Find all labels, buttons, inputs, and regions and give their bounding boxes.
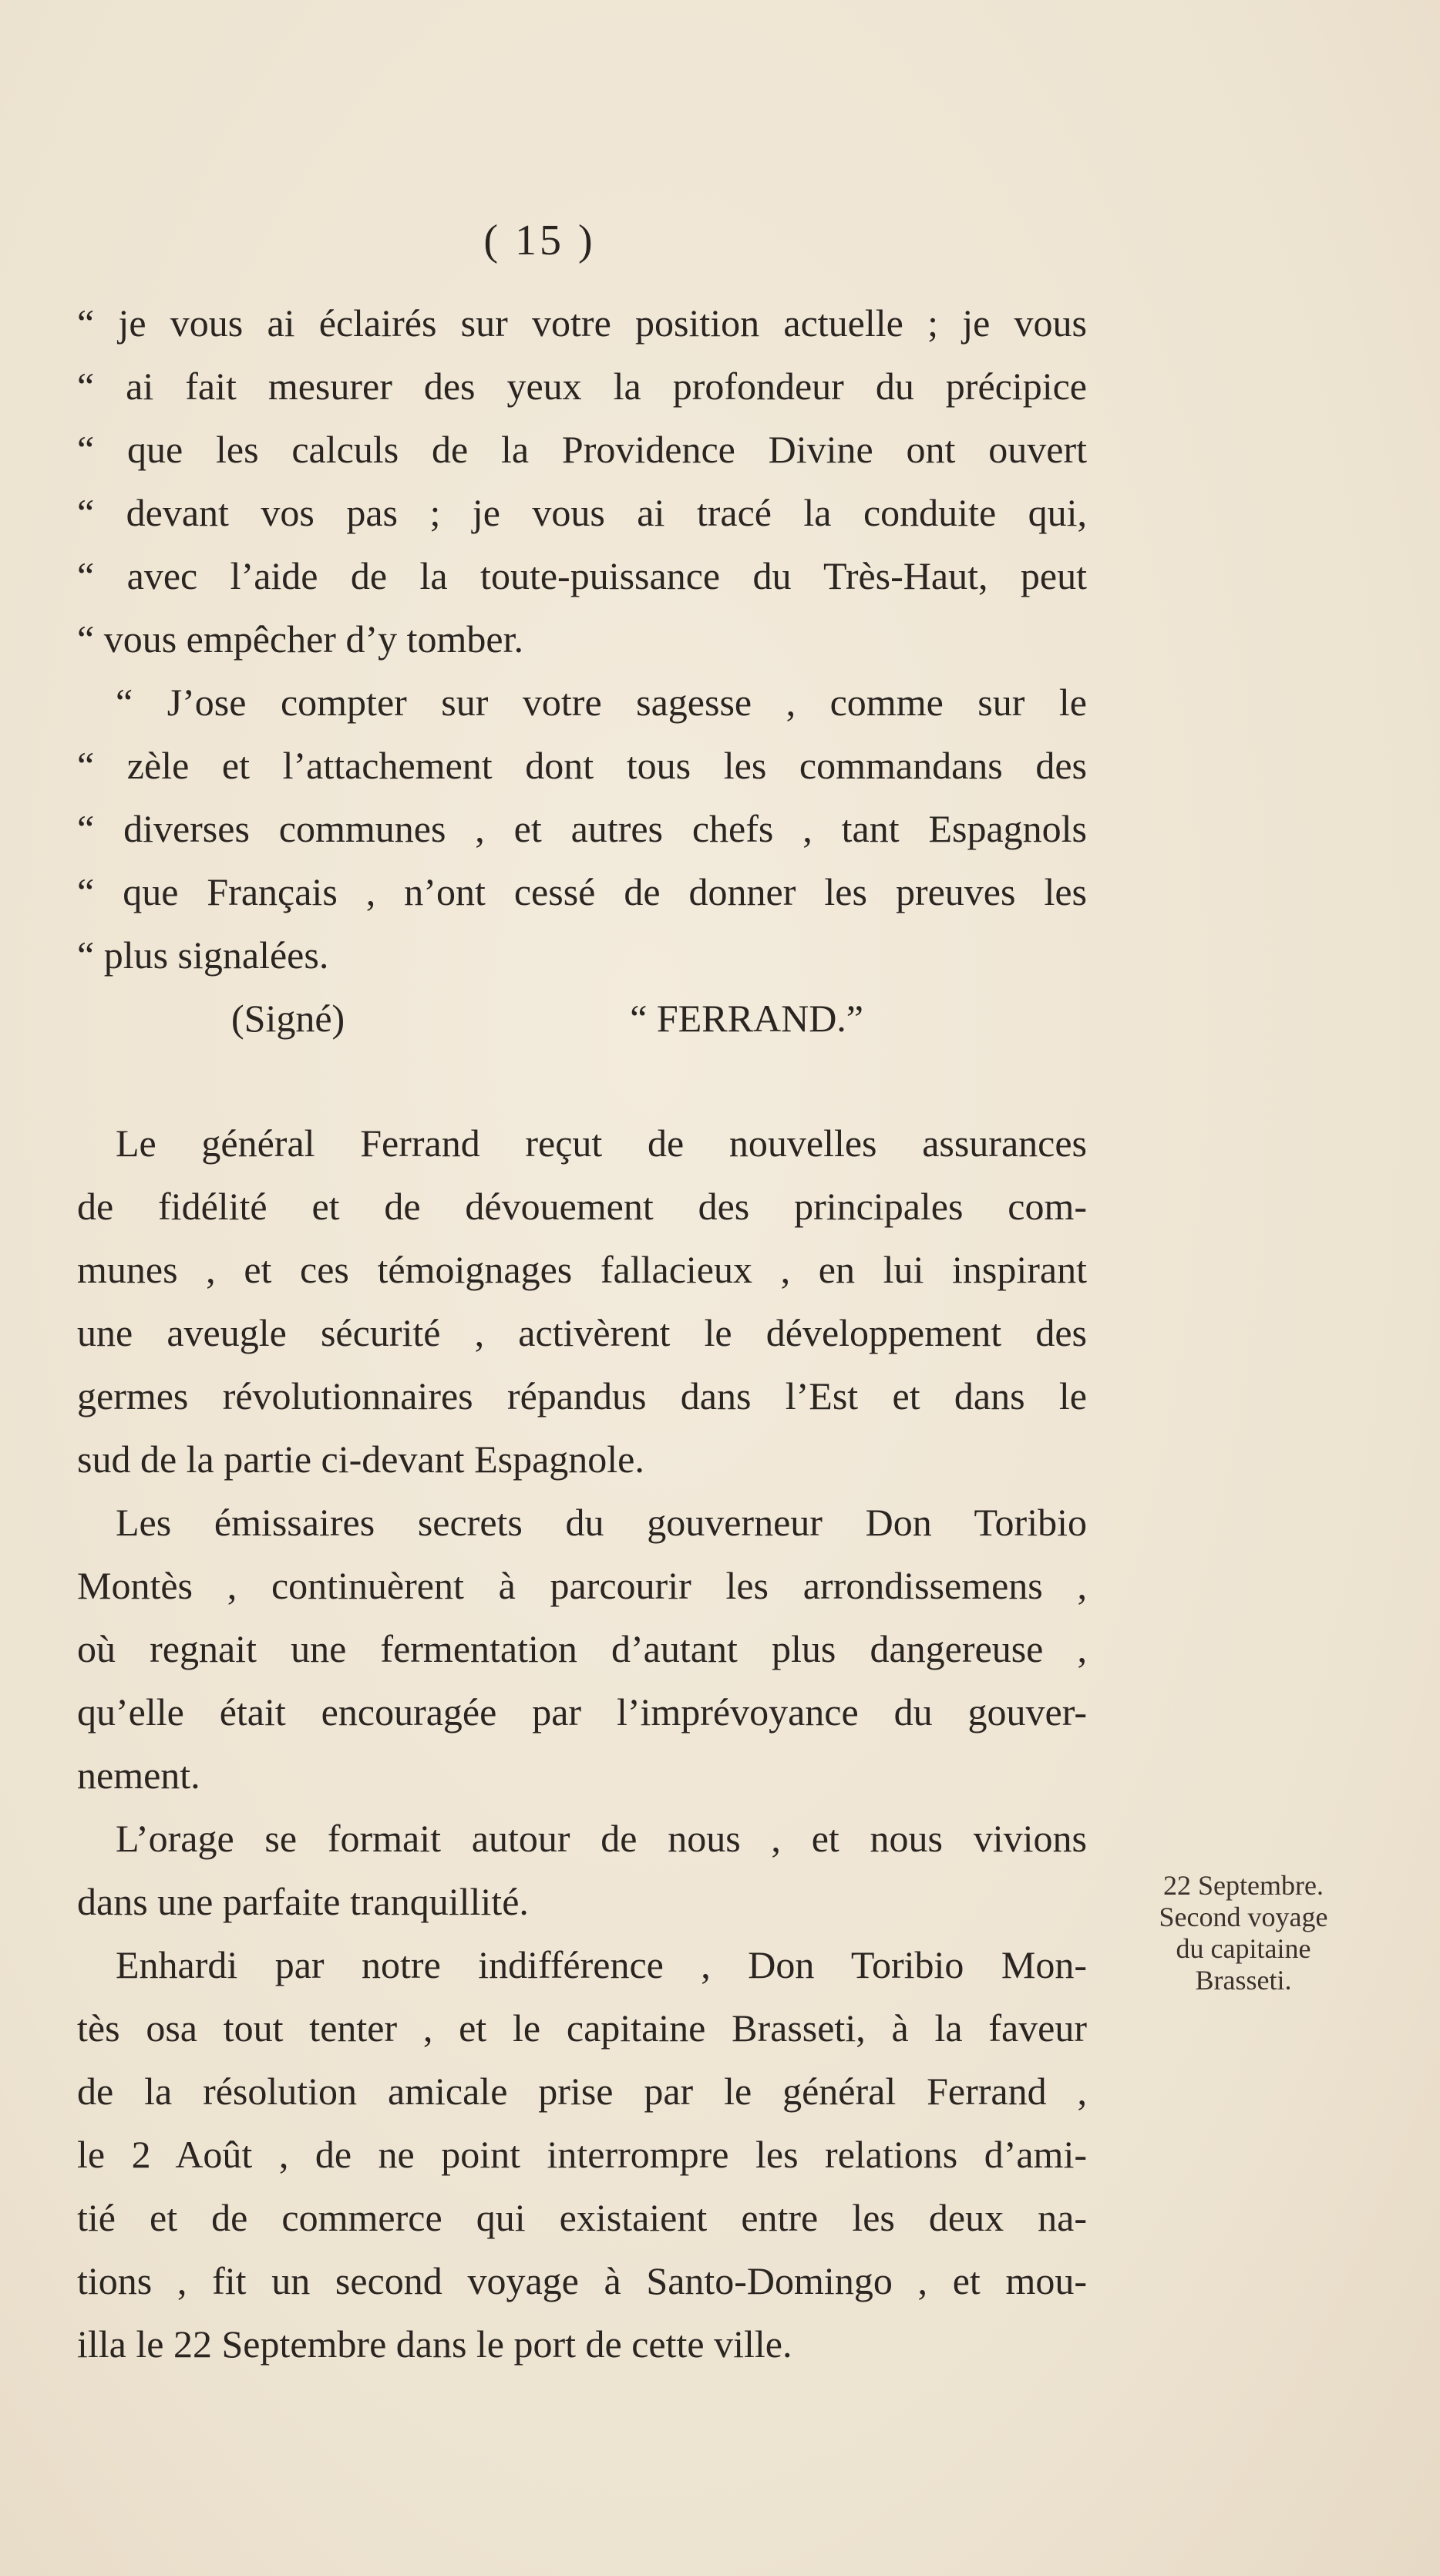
text-line: Enhardi par notre indifférence , Don Toribio Mon- (116, 1943, 1087, 1986)
text-line: nement. (77, 1754, 200, 1797)
paragraph-4 (77, 1491, 1087, 1807)
quote-paragraph-2 (77, 671, 1087, 987)
paragraph-3 (77, 1111, 1087, 1491)
text-line: germes révolutionnaires répandus dans l’Est et dans le (77, 1374, 1087, 1417)
text-line: de la résolution amicale prise par le général Ferrand , (77, 2070, 1087, 2113)
text-line: où regnait une fermentation d’autant plus dangereuse , (77, 1627, 1087, 1670)
text-line: “ avec l’aide de la toute-puissance du Très-Haut, peut (77, 554, 1087, 597)
text-line: une aveugle sécurité , activèrent le développement des (77, 1311, 1087, 1354)
text-line: le 2 Août , de ne point interrompre les relations d’ami- (77, 2133, 1087, 2176)
text-line: “ je vous ai éclairés sur votre position actuelle ; je vous (77, 301, 1087, 345)
text-line: “ plus signalées. (77, 933, 329, 977)
text-line: sud de la partie ci-devant Espagnole. (77, 1438, 644, 1481)
text-line: dans une parfaite tranquillité. (77, 1880, 529, 1923)
text-line: de fidélité et de dévouement des principales com- (77, 1185, 1087, 1228)
signature-label: (Signé) (231, 997, 345, 1040)
text-line: L’orage se formait autour de nous , et nous vivions (116, 1817, 1087, 1860)
page-number: ( 15 ) (483, 217, 596, 264)
body-text (77, 291, 1087, 2376)
signature-line (77, 987, 1087, 1050)
text-line: Le général Ferrand reçut de nouvelles assurances (116, 1122, 1087, 1165)
text-line: “ J’ose compter sur votre sagesse , comme sur le (116, 681, 1087, 724)
text-line: tié et de commerce qui existaient entre les deux na- (77, 2196, 1087, 2239)
paragraph-gap (77, 1050, 1087, 1111)
quote-paragraph-1 (77, 291, 1087, 671)
margin-note-line: Brasseti. (1195, 1965, 1292, 1996)
text-line: “ diverses communes , et autres chefs , tant Espagnols (77, 807, 1087, 850)
paragraph-6 (77, 1933, 1087, 2376)
text-line: qu’elle était encouragée par l’imprévoyance du gouver- (77, 1690, 1087, 1734)
text-line: “ que les calculs de la Providence Divine ont ouvert (77, 428, 1087, 471)
text-line: tès osa tout tenter , et le capitaine Brasseti, à la faveur (77, 2006, 1087, 2050)
margin-note-line: 22 Septembre. (1163, 1870, 1324, 1901)
text-line: “ zèle et l’attachement dont tous les commandans des (77, 744, 1087, 787)
text-line: Les émissaires secrets du gouverneur Don Toribio (116, 1501, 1087, 1544)
text-line: “ vous empêcher d’y tomber. (77, 617, 523, 661)
text-line: “ ai fait mesurer des yeux la profondeur du précipice (77, 365, 1087, 408)
text-line: Montès , continuèrent à parcourir les arrondissemens , (77, 1564, 1087, 1607)
margin-note-line: Second voyage (1159, 1902, 1328, 1932)
text-line: “ devant vos pas ; je vous ai tracé la conduite qui, (77, 491, 1087, 534)
margin-note (1116, 1870, 1371, 1996)
signature-name: “ FERRAND.” (630, 997, 863, 1040)
paragraph-5 (77, 1807, 1087, 1933)
text-line: munes , et ces témoignages fallacieux , en lui inspirant (77, 1248, 1087, 1291)
text-line: tions , fit un second voyage à Santo-Domingo , et mou- (77, 2259, 1087, 2302)
text-line: illa le 22 Septembre dans le port de cette ville. (77, 2322, 792, 2366)
margin-note-line: du capitaine (1176, 1933, 1311, 1964)
text-line: “ que Français , n’ont cessé de donner les preuves les (77, 870, 1087, 913)
